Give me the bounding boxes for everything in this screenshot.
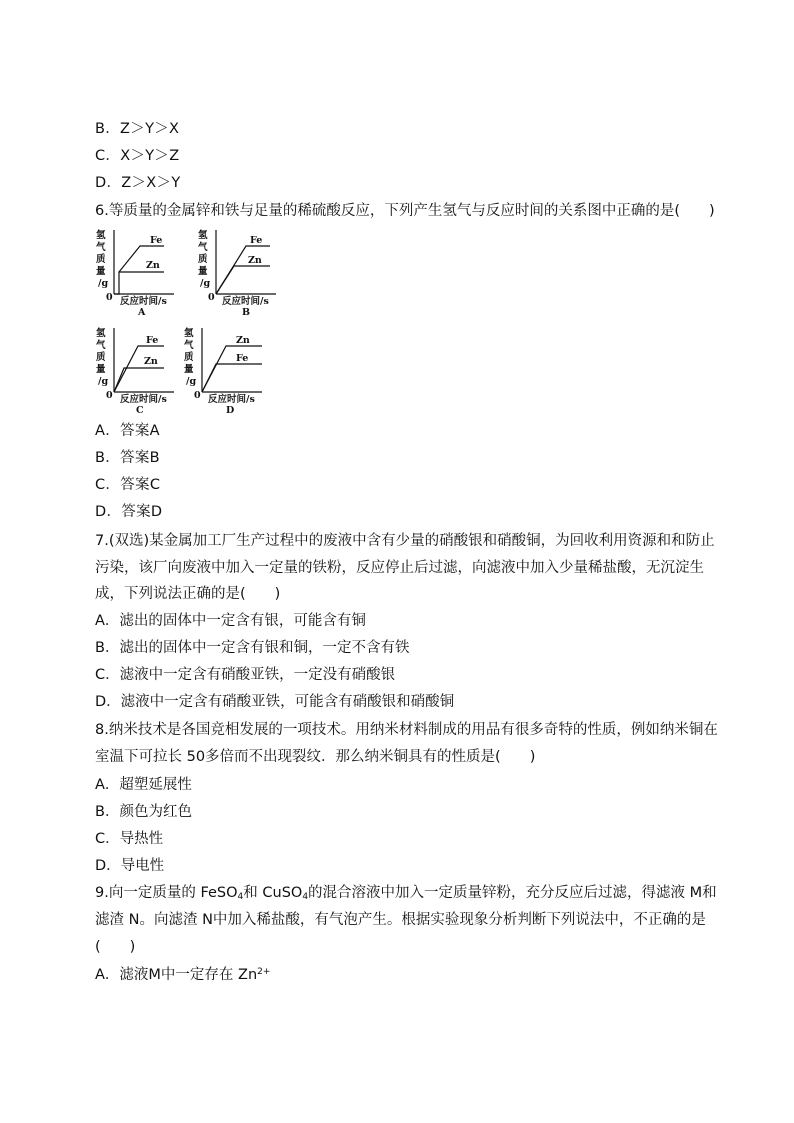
q8-option-a: A．超塑延展性 <box>95 777 192 793</box>
y-axis-unit: /g <box>98 376 109 387</box>
question-9-stem-line-1 <box>95 883 717 907</box>
y-axis-char-1: 氢 <box>96 328 106 339</box>
y-axis-char-2: 气 <box>198 242 208 253</box>
q6-option-a: A．答案A <box>95 423 160 439</box>
graph-b <box>194 226 294 318</box>
zn-line <box>114 368 164 392</box>
graph-top-label: Fe <box>250 235 263 246</box>
graph-bottom-label: Zn <box>146 260 160 271</box>
graph-bottom-label: Zn <box>144 356 158 367</box>
q7-option-d: D．滤液中一定含有硝酸亚铁，可能含有硝酸银和硝酸铜 <box>95 694 455 710</box>
graph-a <box>92 226 192 318</box>
option-b: B．Z＞Y＞X <box>95 121 180 137</box>
q7-option-a: A．滤出的固体中一定含有银，可能含有铜 <box>95 613 366 629</box>
y-axis-char-3: 质 <box>96 352 106 363</box>
q7-option-b: B．滤出的固体中一定含有银和铜，一定不含有铁 <box>95 640 410 656</box>
origin-label: 0 <box>208 292 215 303</box>
question-7-stem-line-3: 成，下列说法正确的是( ) <box>95 586 281 602</box>
q6-option-d: D．答案D <box>95 504 163 520</box>
q9-stem-part-1: 9.向一定质量的 FeSO <box>95 885 238 901</box>
x-axis-label: 反应时间/s <box>120 394 167 405</box>
zn-line <box>114 272 164 294</box>
y-axis-unit: /g <box>186 376 197 387</box>
question-9-stem-line-2: 滤渣 N。向滤渣 N中加入稀盐酸，有气泡产生。根据实验现象分析判断下列说法中，不正确的是 <box>95 912 706 928</box>
q9-option-a-text: A．滤液M中一定存在 Zn <box>95 967 258 983</box>
question-7-stem-line-1: 7.(双选)某金属加工厂生产过程中的废液中含有少量的硝酸银和硝酸铜，为回收利用资源和和防止 <box>95 533 715 549</box>
question-9-stem-line-3: ( ) <box>95 939 136 955</box>
x-axis-label: 反应时间/s <box>222 296 269 307</box>
zn-line <box>202 346 262 392</box>
y-axis-char-4: 量 <box>96 266 106 277</box>
graph-letter: C <box>136 405 144 416</box>
option-c: C．X＞Y＞Z <box>95 148 180 164</box>
fe-line <box>114 346 164 392</box>
graph-top-label: Fe <box>146 335 159 346</box>
question-8-stem-line-2: 室温下可拉长 50多倍而不出现裂纹．那么纳米铜具有的性质是( ) <box>95 749 536 765</box>
y-axis-char-3: 质 <box>96 254 106 265</box>
q6-option-c: C．答案C <box>95 477 161 493</box>
question-6-stem: 6.等质量的金属锌和铁与足量的稀硫酸反应，下列产生氢气与反应时间的关系图中正确的是( ) <box>95 203 715 219</box>
y-axis-char-3: 质 <box>198 254 208 265</box>
y-axis-char-4: 量 <box>184 364 194 375</box>
q6-option-b: B．答案B <box>95 450 160 466</box>
y-axis-char-1: 氢 <box>96 230 106 241</box>
origin-label: 0 <box>106 292 113 303</box>
y-axis-char-1: 氢 <box>198 230 208 241</box>
graph-letter: A <box>138 307 146 318</box>
q8-option-c: C．导热性 <box>95 831 164 847</box>
q9-subscript-2: 4 <box>302 892 309 902</box>
origin-label: 0 <box>194 390 201 401</box>
graph-bottom-label: Zn <box>248 255 262 266</box>
option-d: D．Z＞X＞Y <box>95 175 181 191</box>
graph-letter: B <box>242 307 251 318</box>
y-axis-unit: /g <box>98 278 109 289</box>
y-axis-char-4: 量 <box>96 364 106 375</box>
origin-label: 0 <box>106 390 113 401</box>
q8-option-d: D．导电性 <box>95 858 165 874</box>
graph-b-svg <box>194 226 294 318</box>
x-axis-label: 反应时间/s <box>120 296 167 307</box>
graph-bottom-label: Fe <box>236 353 249 364</box>
graph-top-label: Zn <box>236 335 250 346</box>
fe-line <box>216 246 270 294</box>
y-axis-char-3: 质 <box>184 352 194 363</box>
y-axis-char-1: 氢 <box>184 328 194 339</box>
y-axis-char-2: 气 <box>96 242 106 253</box>
q9-stem-part-2: 和 CuSO <box>243 885 303 901</box>
y-axis-char-4: 量 <box>198 266 208 277</box>
q9-option-a-superscript: 2+ <box>257 967 271 977</box>
q9-option-a <box>95 962 270 985</box>
graph-a-svg <box>92 226 192 318</box>
q9-subscript-1: 4 <box>237 892 244 902</box>
graph-top-label: Fe <box>150 235 163 246</box>
question-8-stem-line-1: 8.纳米技术是各国竞相发展的一项技术。用纳米材料制成的用品有很多奇特的性质，例如纳米铜在 <box>95 722 718 738</box>
graph-d <box>180 324 280 416</box>
y-axis-char-2: 气 <box>184 340 194 351</box>
y-axis-unit: /g <box>200 278 211 289</box>
x-axis-label: 反应时间/s <box>208 394 255 405</box>
y-axis-char-2: 气 <box>96 340 106 351</box>
graph-letter: D <box>226 405 235 416</box>
q9-stem-part-3: 的混合溶液中加入一定质量锌粉，充分反应后过滤，得滤液 M和 <box>308 885 717 901</box>
graph-c-svg <box>92 324 192 416</box>
graph-c <box>92 324 192 416</box>
fe-line <box>202 364 262 392</box>
q8-option-b: B．颜色为红色 <box>95 804 192 820</box>
question-7-stem-line-2: 污染，该厂向废液中加入一定量的铁粉，反应停止后过滤，向滤液中加入少量稀盐酸，无沉淀生 <box>95 560 704 576</box>
q7-option-c: C．滤液中一定含有硝酸亚铁，一定没有硝酸银 <box>95 667 396 683</box>
graph-d-svg <box>180 324 280 416</box>
